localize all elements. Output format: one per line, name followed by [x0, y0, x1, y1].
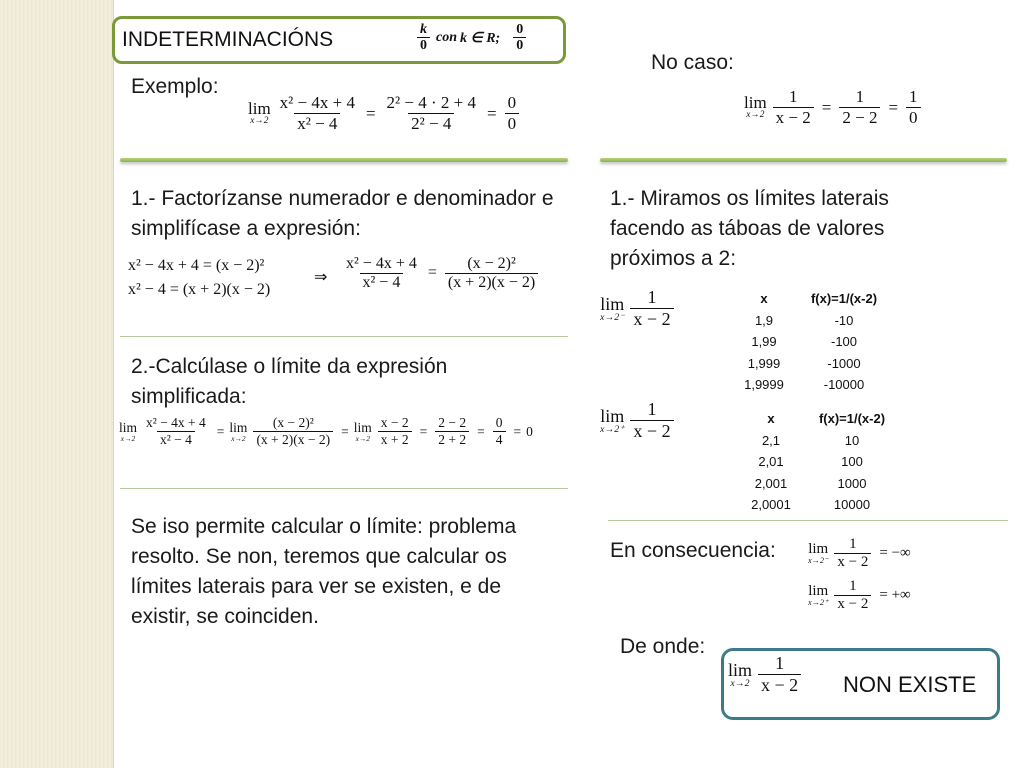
table-row: 2,0001 10000 [751, 497, 871, 513]
final-math: lim x→2 $\frac{1}{x - 2}$ [728, 654, 804, 695]
table-right-header-fx: f(x)=1/(x-2) [818, 411, 886, 427]
right-limit-math: lim x→2⁺ $\frac{1}{x - 2}$ [600, 400, 677, 441]
table-row: 2,001 1000 [754, 475, 867, 491]
step1-text: 1.- Factorízanse numerador e denominador e simplifícase a expresión: [131, 187, 554, 240]
step1-math: x² − 4x + 4 = (x − 2)² x² − 4 = (x + 2)(x − 2) ⇒ $\frac{\text{x² − 4x + 4}}{\text{x² − 4}}$ = $\frac{\text{(x − 2)²}}{(x + 2)(x - 2)}$ [128, 255, 568, 305]
no-caso-math: lim x→2 $\frac{1}{x - 2}$ = $\frac{1}{2 - 2}$ = $\frac{1}{0}$ [744, 88, 924, 127]
separator-left-bottom [120, 488, 568, 489]
table-row: 1,9 -10 [754, 312, 854, 328]
separator-left-mid [120, 336, 568, 337]
step2-text: 2.-Calcúlase o límite da expresión simplificada: [131, 355, 448, 408]
step2-math: lim x→2 $\frac{\text{x² − 4x + 4}}{\text{x² − 4}}$ = lim x→2 $\frac{\text{(x − 2)²}}{(x + 2)(x - 2)}$ = lim x→2 $\frac{x - 2}{x + 2}$ = $\frac{2 - 2}{2 + 2}$ = $\frac{0}{4}$ = 0 [119, 415, 533, 447]
left-limit-math: lim x→2⁻ $\frac{1}{x - 2}$ [600, 288, 677, 329]
final-label: NON EXISTE [843, 672, 977, 697]
table-left [732, 288, 892, 396]
title-math: $\frac{k}{0}$ con k ∈ R; $\frac{0}{0}$ [414, 22, 529, 54]
table-left-header-x: x [760, 291, 768, 307]
exemplo-math: lim x→2 $\frac{\text{x² − 4x + 4}}{\text{x² − 4}}$ = $\frac{\text{2² − 4 · 2 + 4}}{\text{2² − 4}}$ = $\frac{0}{0}$ [248, 94, 522, 133]
consecuencia-math-1: lim x→2⁻ $\frac{1}{x - 2}$ = −∞ [808, 536, 911, 570]
step1b-text: 1.- Miramos os límites laterais facendo as táboas de valores próximos a 2: [610, 187, 889, 270]
table-left-header-fx: f(x)=1/(x-2) [810, 291, 878, 307]
separator-right-mid [608, 520, 1008, 521]
table-row: 2,01 100 [758, 454, 863, 470]
table-row: 1,9999 -10000 [744, 377, 865, 393]
consecuencia-math-2: lim x→2⁺ $\frac{1}{x - 2}$ = +∞ [808, 578, 911, 612]
de-onde-label: De onde: [620, 635, 706, 658]
separator-right-top [600, 158, 1007, 162]
exemplo-label: Exemplo: [131, 75, 219, 98]
table-right-header-x: x [767, 411, 775, 427]
left-decorative-stripe [0, 0, 114, 768]
page-title: INDETERMINACIÓNS [122, 28, 334, 51]
table-row: 1,99 -100 [751, 334, 858, 350]
no-caso-label: No caso: [651, 51, 734, 74]
table-right [740, 408, 902, 516]
separator-left-top [120, 158, 568, 162]
conclusion-text: Se iso permite calcular o límite: problema resolto. Se non, teremos que calcular os límites laterais para ver se existen, e de existir, se coinciden. [131, 515, 517, 628]
table-row: 1,999 -1000 [747, 355, 861, 371]
consecuencia-label: En consecuencia: [610, 539, 776, 562]
table-row: 2,1 10 [761, 432, 860, 448]
